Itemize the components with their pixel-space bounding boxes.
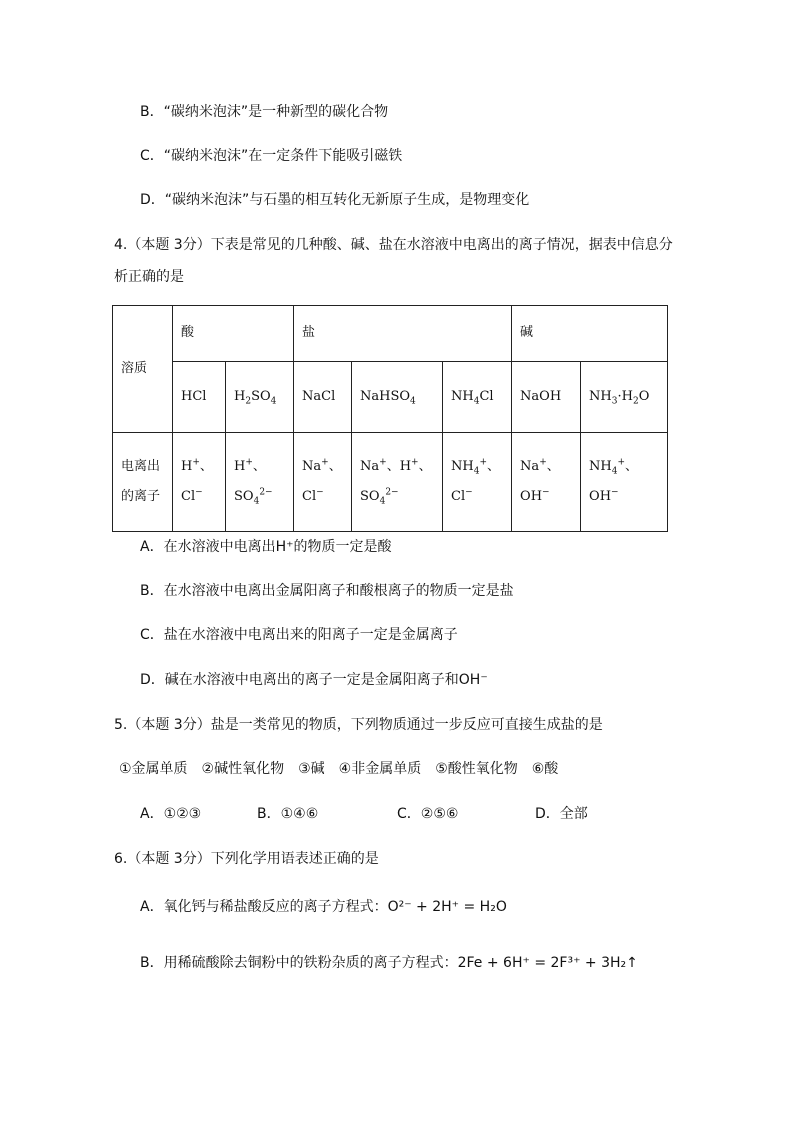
- row-label-ions: [113, 433, 173, 532]
- q4-option-a: A．在水溶液中电离出H⁺的物质一定是酸: [140, 539, 392, 555]
- q5-option-c: C．②⑤⑥: [397, 806, 459, 822]
- row-label-solute: 溶质: [113, 306, 173, 433]
- q5-option-d: D．全部: [535, 806, 588, 822]
- q3-option-c: C．“碳纳米泡沫”在一定条件下能吸引磁铁: [140, 148, 403, 164]
- solute-nh4cl: $NH_4Cl$: [443, 362, 512, 433]
- q5-option-b: B．①④⑥: [257, 806, 319, 822]
- q5-stem: 5.（本题 3分）盐是一类常见的物质，下列物质通过一步反应可直接生成盐的是: [114, 717, 603, 733]
- group-acid: 酸: [173, 306, 294, 362]
- solute-naoh: NaOH: [512, 362, 581, 433]
- q5-items: ①金属单质 ②碱性氧化物 ③碱 ④非金属单质 ⑤酸性氧化物 ⑥酸: [119, 761, 559, 777]
- row-label-ions-line2: 的离子: [121, 489, 161, 504]
- ion-table: [112, 305, 668, 532]
- solute-nacl: NaCl: [294, 362, 352, 433]
- q6-option-a: A．氧化钙与稀盐酸反应的离子方程式：O²⁻ + 2H⁺ = H₂O: [140, 899, 507, 915]
- q6-stem: 6.（本题 3分）下列化学用语表述正确的是: [114, 851, 379, 867]
- q3-option-b: B．“碳纳米泡沫”是一种新型的碳化合物: [140, 104, 389, 120]
- q3-option-d: D．“碳纳米泡沫”与石墨的相互转化无新原子生成，是物理变化: [140, 192, 530, 208]
- solute-h2so4: $H_2SO_4$: [226, 362, 294, 433]
- ions-nahso4: Na+、H+、 $SO_4^{2-}$: [352, 433, 443, 532]
- group-base: 碱: [512, 306, 668, 362]
- solute-nh3h2o: $NH_3\cdot H_2O$: [581, 362, 668, 433]
- ions-hcl: H+、 Cl−: [173, 433, 226, 532]
- q5-option-a: A．①②③: [140, 806, 202, 822]
- q4-option-c: C．盐在水溶液中电离出来的阳离子一定是金属离子: [140, 627, 458, 643]
- group-salt: 盐: [294, 306, 512, 362]
- q4-stem-line2: 析正确的是: [114, 269, 184, 285]
- ions-nh4cl: $NH_4^+$、 Cl−: [443, 433, 512, 532]
- ions-naoh: Na+、 OH−: [512, 433, 581, 532]
- solute-hcl: HCl: [173, 362, 226, 433]
- q4-stem-line1: 4.（本题 3分）下表是常见的几种酸、碱、盐在水溶液中电离出的离子情况，据表中信息分: [114, 237, 673, 253]
- row-label-ions-line1: 电离出: [121, 459, 161, 474]
- solute-nahso4: NaHSO$_4$: [352, 362, 443, 433]
- ions-nacl: Na+、 Cl−: [294, 433, 352, 532]
- q4-option-b: B．在水溶液中电离出金属阳离子和酸根离子的物质一定是盐: [140, 583, 514, 599]
- q6-option-b: B．用稀硫酸除去铜粉中的铁粉杂质的离子方程式：2Fe + 6H⁺ = 2F³⁺ + 3H₂↑: [140, 955, 638, 971]
- ions-h2so4: H+、 $SO_4^{2-}$: [226, 433, 294, 532]
- ions-nh3h2o: $NH_4^+$、 OH−: [581, 433, 668, 532]
- q4-option-d: D．碱在水溶液中电离出的离子一定是金属阳离子和OH⁻: [140, 672, 488, 688]
